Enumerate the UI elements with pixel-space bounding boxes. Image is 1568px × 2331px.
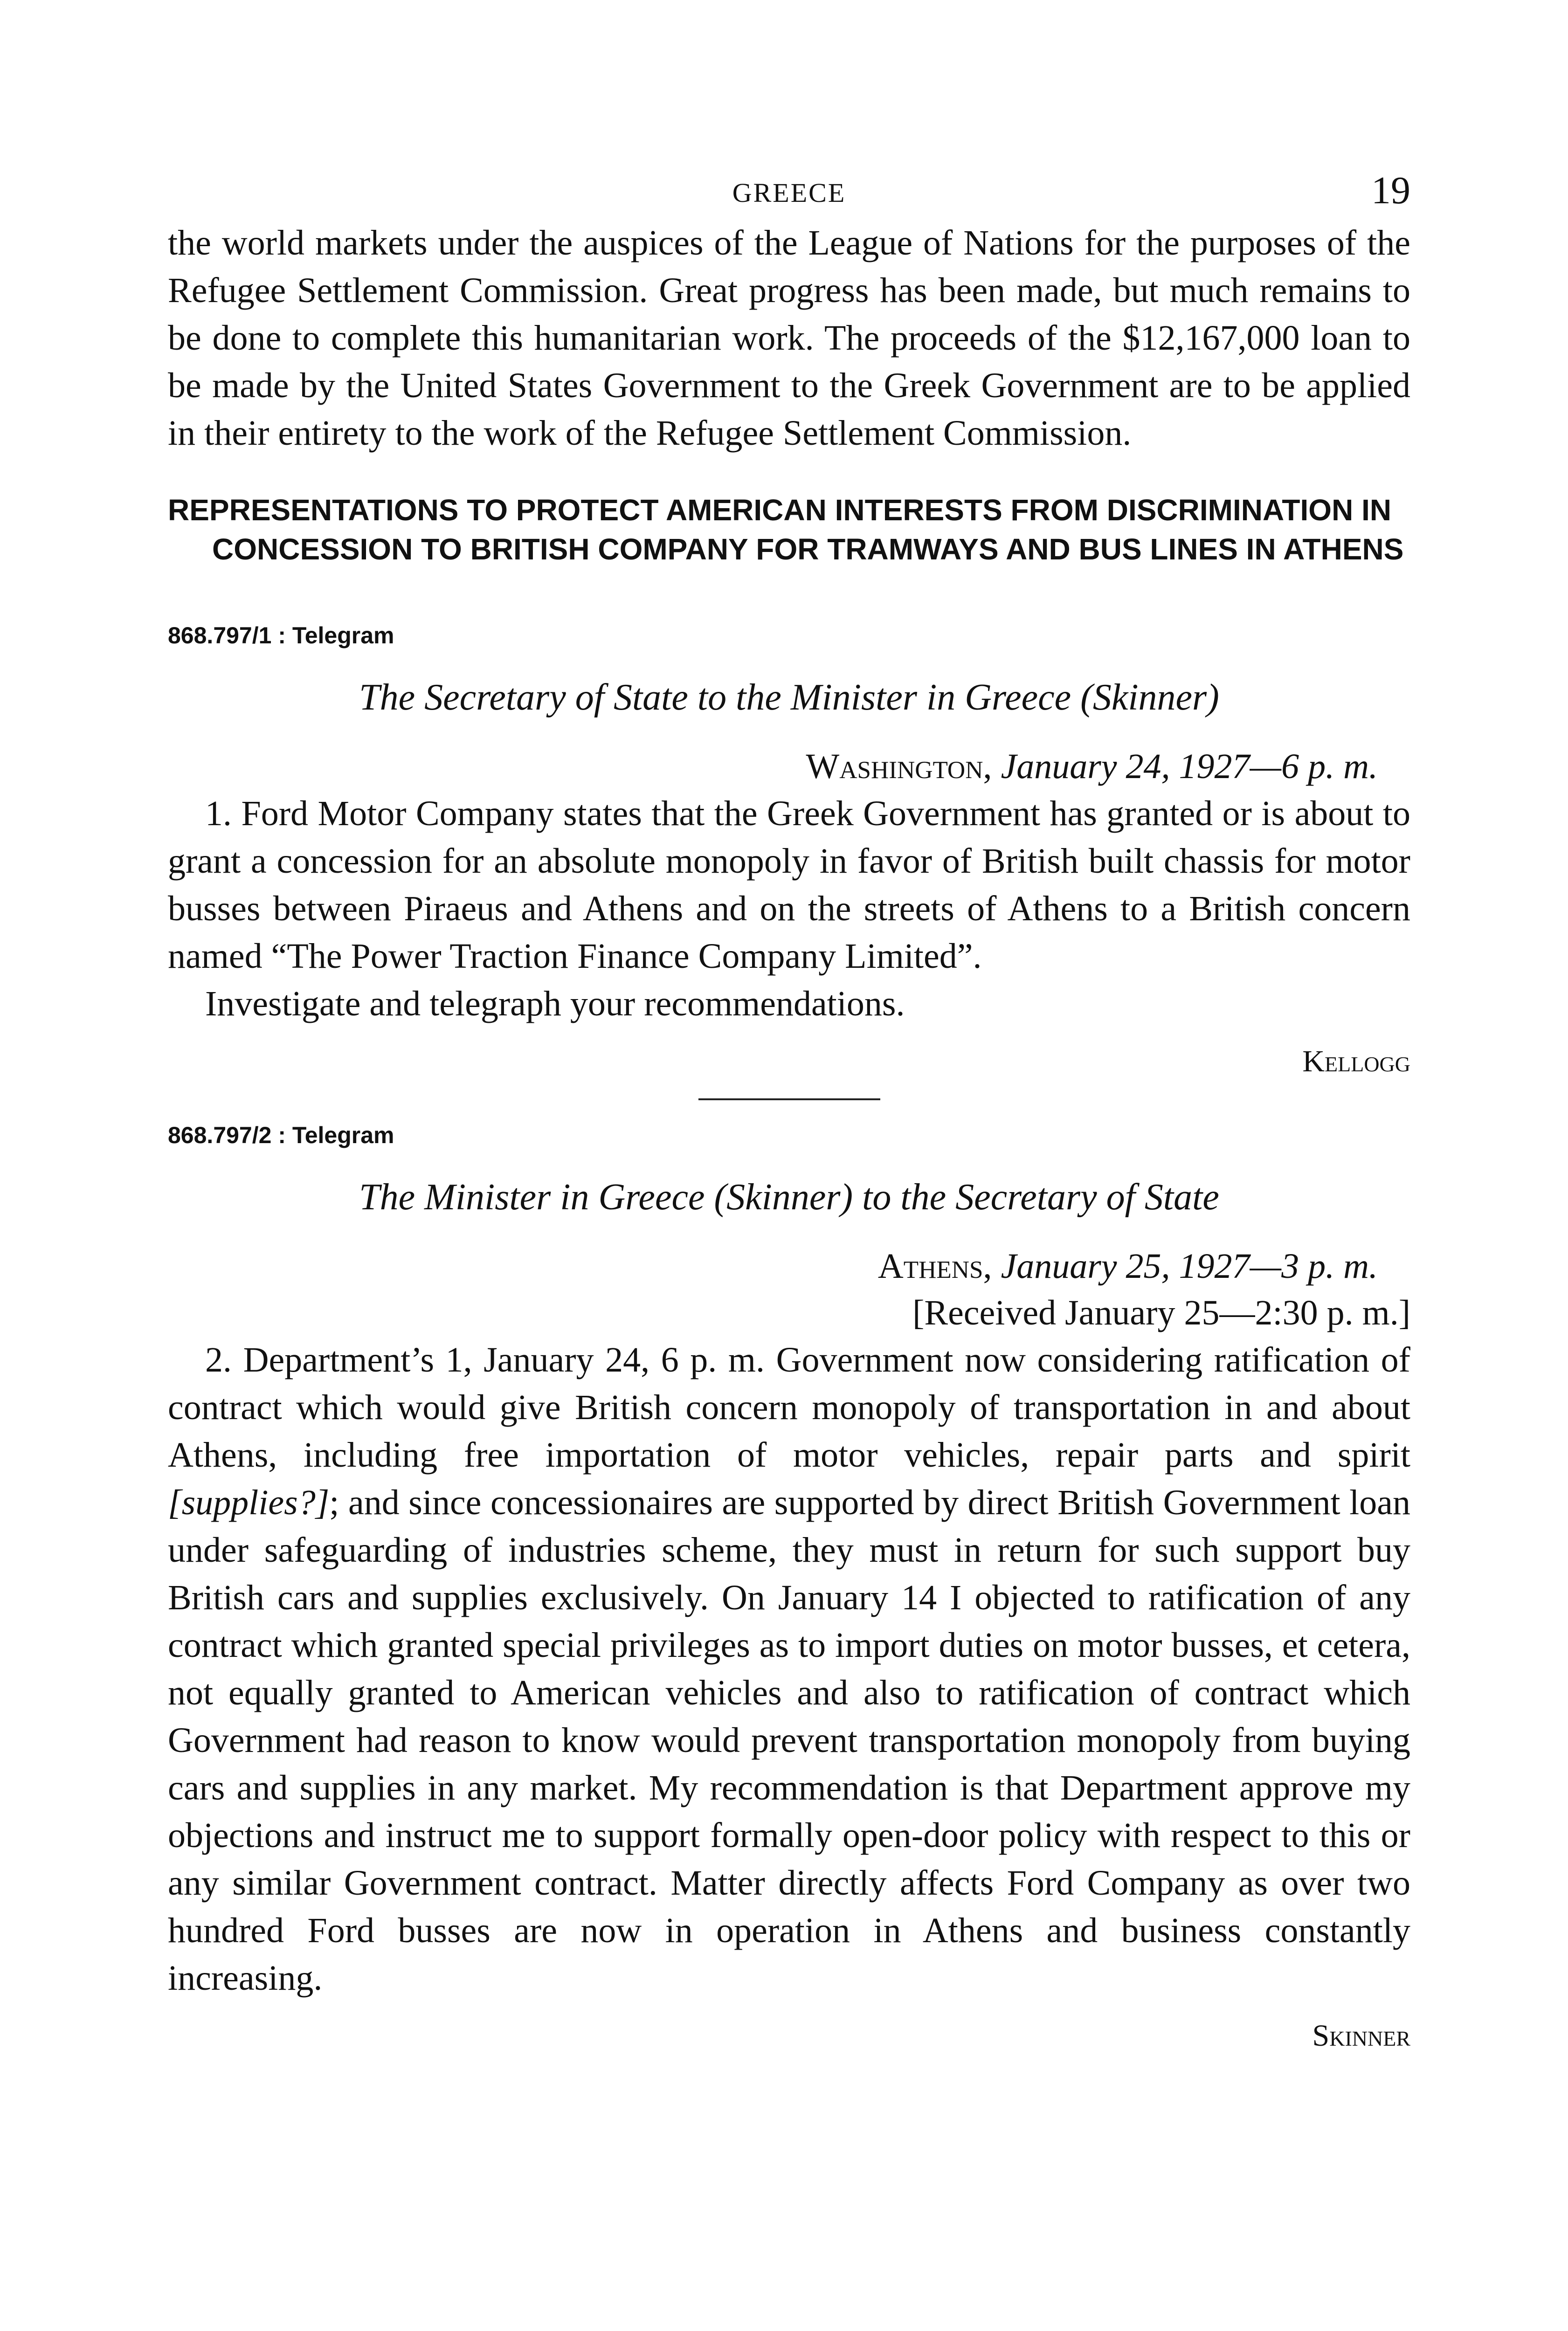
dateline-2 (168, 1243, 1410, 1290)
telegram-2-paragraph-end: ; and since concessionaires are supported by direct British Government loan under safeguarding of industries scheme, they must in return for such support buy British cars and supplies exclusively. On January 14 I objected to ratification of any contract which granted special privileges as to import duties on motor busses, et cetera, not equally granted to American vehicles and also to ratification of contract which Government had reason to know would prevent transportation monopoly from buying cars and supplies in any market. My recommendation is that Department approve my objections and instruct me to support formally open-door policy with respect to this or any similar Government contract. Matter directly affects Ford Company as over two hundred Ford busses are now in operation in Athens and business constantly increasing. (168, 1483, 1410, 1998)
intro-paragraph: the world markets under the auspices of the League of Nations for the purposes of the Refugee Settlement Commission. Great progress has been made, but much remains to be done to complete this humanitarian work. The proceeds of the $12,167,000 loan to be made by the United States Government to the Greek Government are to be applied in their entirety to the work of the Refugee Settlement Commission. (168, 223, 1410, 453)
signature-2: Skinner (1312, 2019, 1410, 2053)
telegram-1-paragraph-2: Investigate and telegraph your recommendations. (205, 984, 905, 1023)
section-heading: REPRESENTATIONS TO PROTECT AMERICAN INTERESTS FROM DISCRIMINATION IN CONCESSION TO BRITISH COMPANY FOR TRAMWAYS AND BUS LINES IN ATHENS (168, 493, 1404, 566)
document-title-2-person: (Skinner) (714, 1177, 853, 1218)
telegram-1-paragraph-1: 1. Ford Motor Company states that the Greek Government has granted or is about to grant a concession for an absolute monopoly in favor of British built chassis for motor busses between Piraeus and Athens and on the streets of Athens to a British concern named “The Power Traction Finance Company Limited”. (168, 794, 1410, 976)
document-title-2-prefix: The Minister in Greece (359, 1177, 705, 1218)
document-title-1-text: The Secretary of State to the Minister in Greece (359, 677, 1071, 718)
document-title-2 (168, 1174, 1410, 1221)
bracket-note: [supplies?] (168, 1483, 330, 1522)
telegram-2-paragraph (168, 1336, 1410, 2002)
telegram-2-paragraph-start: 2. Department’s 1, January 24, 6 p. m. Government now considering ratification of contract which would give British concern monopoly of transportation in and about Athens, including free importation of motor vehicles, repair parts and spirit (168, 1340, 1410, 1475)
document-title-2-suffix: to the Secretary of State (862, 1177, 1219, 1218)
dateline-2-place: Athens, (877, 1247, 992, 1286)
page-number: 19 (1371, 169, 1410, 212)
dateline-1-place: Washington, (806, 747, 992, 786)
received-note: [Received January 25—2:30 p. m.] (912, 1293, 1410, 1332)
document-title-1 (168, 674, 1410, 721)
dateline-1-date: January 24, 1927—6 p. m. (1001, 747, 1378, 786)
document-title-1-person: (Skinner) (1080, 677, 1219, 718)
document-page (168, 168, 1410, 2057)
running-header (168, 168, 1410, 219)
running-title: GREECE (732, 178, 846, 208)
dateline-1 (168, 743, 1410, 790)
signature-1: Kellogg (1302, 1044, 1410, 1078)
file-reference-2: 868.797/2 : Telegram (168, 1122, 394, 1148)
dateline-2-date: January 25, 1927—3 p. m. (1001, 1247, 1378, 1286)
section-divider (698, 1098, 880, 1100)
file-reference-1: 868.797/1 : Telegram (168, 622, 394, 648)
